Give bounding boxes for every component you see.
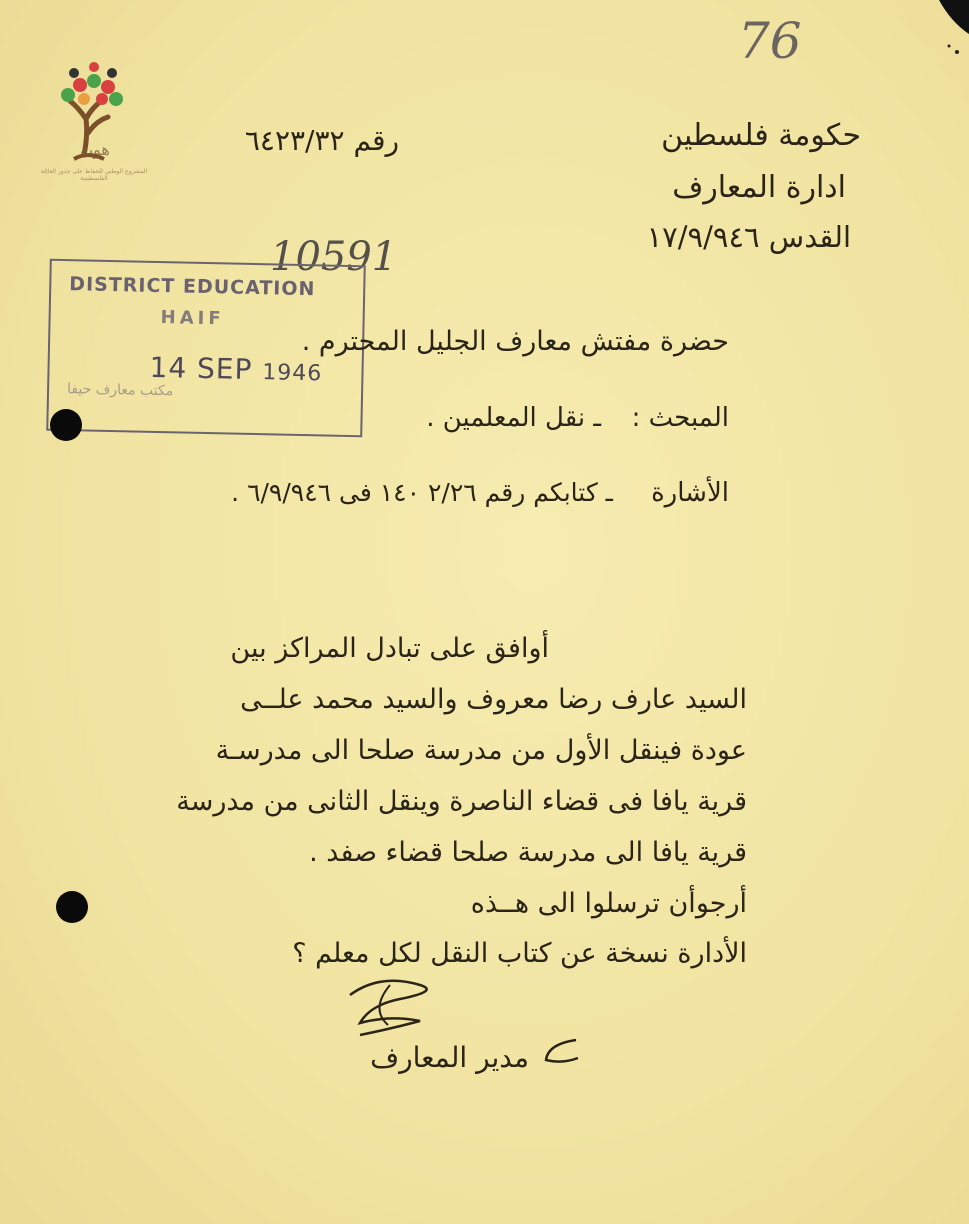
logo-tagline: المشروع الوطني للحفاظ على جذور العائلة الفلسطينية (40, 168, 148, 182)
reference-label: الأشارة (651, 478, 729, 508)
subject-label: المبحث : (631, 403, 729, 433)
punch-hole-bottom (56, 891, 88, 923)
body-line: أوافق على تبادل المراكز بين (230, 633, 549, 664)
body-line: أرجوأن ترسلوا الى هــذه (470, 888, 747, 919)
logo-name: هوية (80, 140, 110, 159)
stamp-arabic: مكتب معارف حيفا (66, 381, 174, 400)
torn-corner-icon (929, 0, 969, 70)
pencil-file-number: 10591 (270, 234, 398, 280)
body-line: قرية يافا فى قضاء الناصرة وينقل الثانى من مدرسة (176, 786, 747, 817)
subject-value: ـ نقل المعلمين . (426, 403, 601, 433)
stamp-year: 1946 (262, 360, 323, 387)
signature-mark (538, 1030, 582, 1070)
stamp-date-day: 14 SEP (149, 350, 253, 386)
reference-value: ـ كتابكم رقم ٢/٢٦ ١٤٠ فى ٦/٩/٩٤٦ . (231, 478, 613, 507)
addressee: حضرة مفتش معارف الجليل المحترم . (301, 326, 729, 357)
tree-logo-icon (48, 30, 132, 190)
government-heading: حكومة فلسطين (661, 118, 861, 153)
place-date: القدس ١٧/٩/٩٤٦ (646, 220, 851, 254)
body-line: قرية يافا الى مدرسة صلحا قضاء صفد . (309, 837, 747, 868)
reference-number: رقم ٦٤٢٣/٣٢ (244, 124, 399, 157)
handwritten-signature (330, 965, 460, 1045)
stamp-date (149, 351, 322, 388)
body-line: عودة فينقل الأول من مدرسة صلحا الى مدرسـة (215, 735, 747, 766)
signature-title: مدير المعارف (370, 1041, 529, 1074)
department-heading: ادارة المعارف (672, 170, 846, 205)
stamp-line1: DISTRICT EDUCATION (69, 273, 316, 301)
page-number: 76 (738, 12, 802, 70)
body-line: السيد عارف رضا معروف والسيد محمد علــى (240, 684, 747, 715)
stamp-line2: HAIF (160, 307, 225, 330)
body-line: الأدارة نسخة عن كتاب النقل لكل معلم ؟ (292, 938, 747, 969)
punch-hole-top (50, 409, 82, 441)
